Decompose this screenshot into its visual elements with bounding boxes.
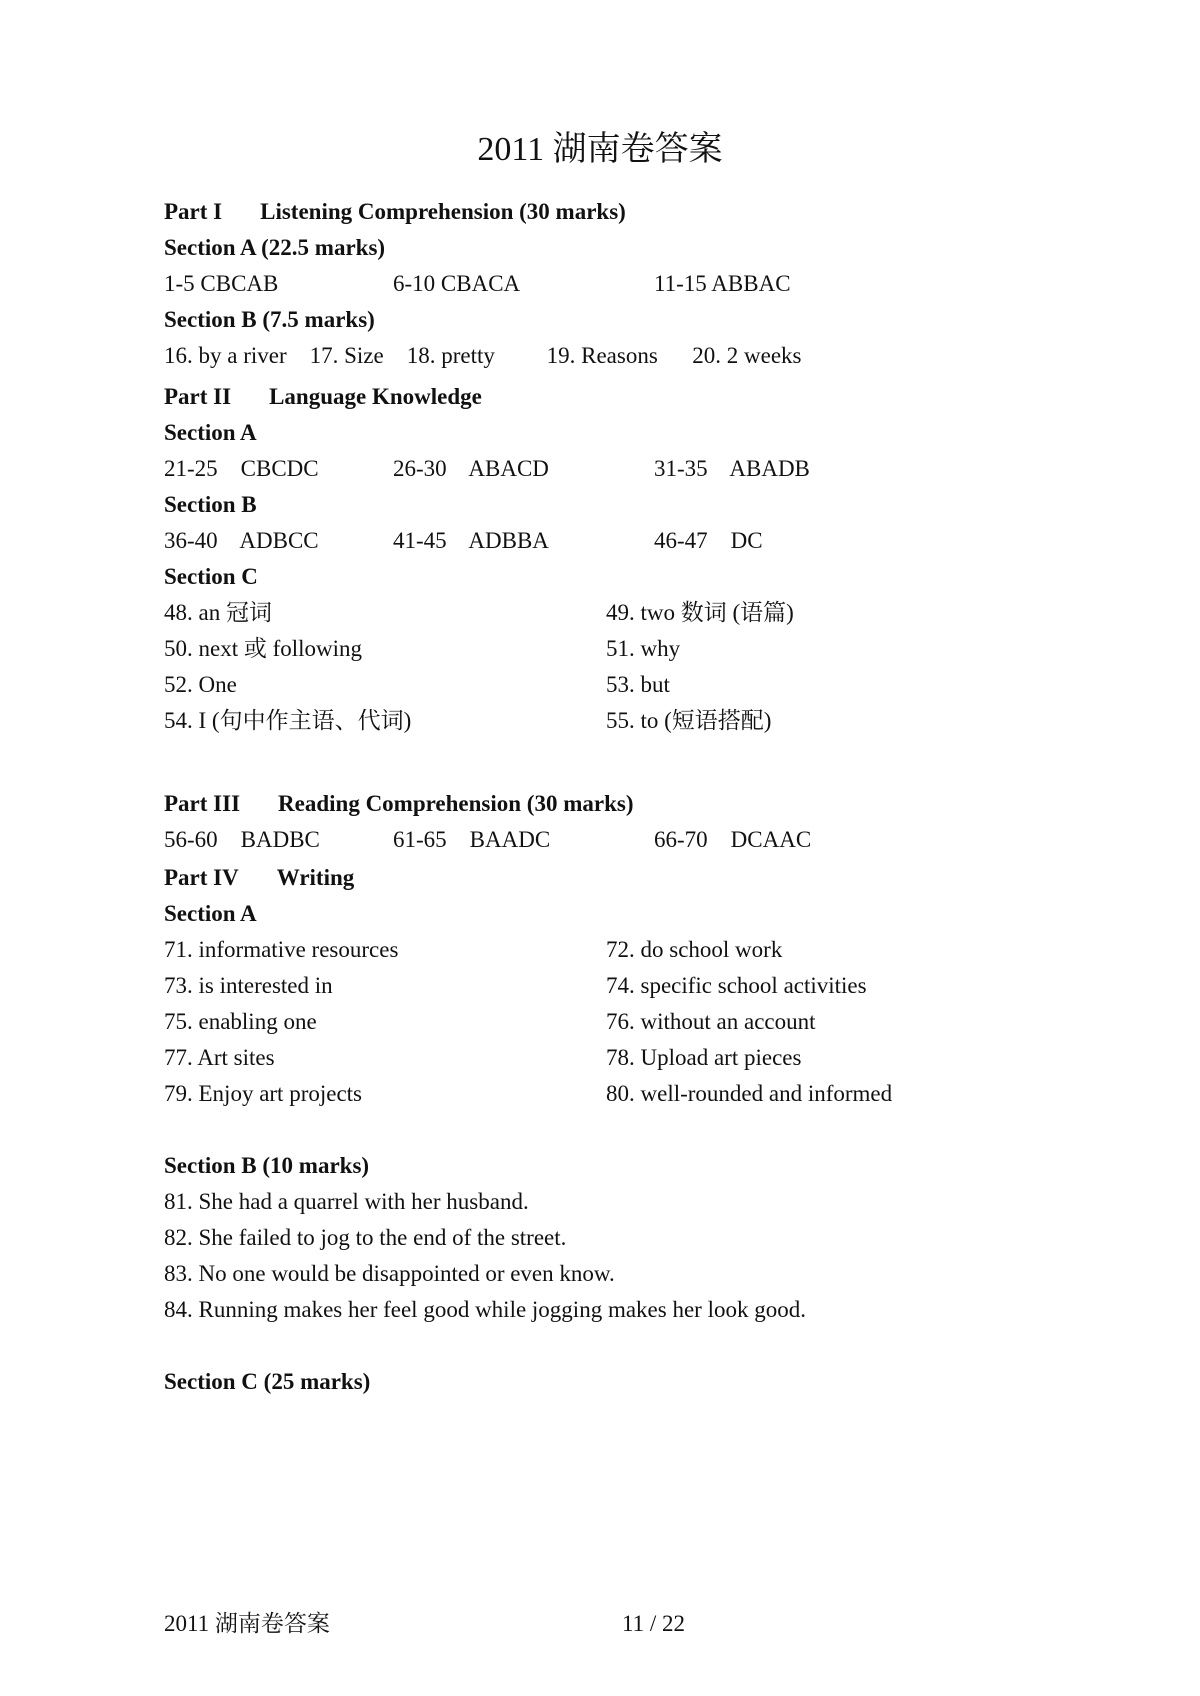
answer-row bbox=[164, 671, 1064, 699]
part2 bbox=[164, 383, 1064, 735]
part4-heading bbox=[164, 864, 1064, 892]
answer-item: 48. an 冠词 bbox=[164, 600, 272, 625]
part4-label: Part IV bbox=[164, 865, 239, 890]
part2-sectionA-answers bbox=[164, 455, 1064, 483]
answer-item: 78. Upload art pieces bbox=[606, 1045, 802, 1070]
part2-sectionC-heading: Section C bbox=[164, 564, 258, 589]
answer-group: 26-30 ABACD bbox=[393, 456, 549, 481]
answer-item: 50. next 或 following bbox=[164, 636, 363, 661]
answer-line: 81. She had a quarrel with her husband. bbox=[164, 1189, 529, 1214]
answer-item: 71. informative resources bbox=[164, 937, 399, 962]
answer-group: 41-45 ADBBA bbox=[393, 528, 549, 553]
answer-item: 55. to (短语搭配) bbox=[606, 708, 772, 733]
footer-page-number: 11 / 22 bbox=[622, 1611, 686, 1636]
part1-title: Listening Comprehension (30 marks) bbox=[260, 199, 626, 224]
part4-sectionC-heading: Section C (25 marks) bbox=[164, 1369, 371, 1394]
answer-row bbox=[164, 972, 1064, 1000]
answer-group: 1-5 CBCAB bbox=[164, 271, 279, 296]
part1-sectionA-heading: Section A (22.5 marks) bbox=[164, 235, 386, 260]
answer-row bbox=[164, 936, 1064, 964]
answer-item: 79. Enjoy art projects bbox=[164, 1081, 363, 1106]
answer-item: 53. but bbox=[606, 672, 670, 697]
answer-group: 66-70 DCAAC bbox=[654, 827, 812, 852]
answer-group: 21-25 CBCDC bbox=[164, 456, 319, 481]
answer-item: 75. enabling one bbox=[164, 1009, 317, 1034]
answer-item: 49. two 数词 (语篇) bbox=[606, 600, 794, 625]
answer-item: 80. well-rounded and informed bbox=[606, 1081, 893, 1106]
part4-sectionA-heading: Section A bbox=[164, 901, 257, 926]
answer-group: 31-35 ABADB bbox=[654, 456, 810, 481]
answer-item: 51. why bbox=[606, 636, 681, 661]
answer-line: 84. Running makes her feel good while jogging makes her look good. bbox=[164, 1297, 806, 1322]
answer-group: 46-47 DC bbox=[654, 528, 763, 553]
answer-line: 83. No one would be disappointed or even know. bbox=[164, 1261, 615, 1286]
answer-item: 77. Art sites bbox=[164, 1045, 275, 1070]
answer-row bbox=[164, 707, 1064, 735]
footer-doc-title: 2011 湖南卷答案 bbox=[164, 1611, 330, 1636]
part4-title: Writing bbox=[276, 865, 355, 890]
answer-line: 82. She failed to jog to the end of the street. bbox=[164, 1225, 567, 1250]
part2-sectionB-heading: Section B bbox=[164, 492, 257, 517]
part1-sectionB-heading: Section B (7.5 marks) bbox=[164, 307, 375, 332]
part4-sectionB-heading: Section B (10 marks) bbox=[164, 1153, 370, 1178]
answer-item: 54. I (句中作主语、代词) bbox=[164, 708, 412, 733]
part3-heading bbox=[164, 790, 1064, 818]
part4 bbox=[164, 864, 1064, 1396]
part2-label: Part II bbox=[164, 384, 232, 409]
answer-item: 76. without an account bbox=[606, 1009, 816, 1034]
part2-sectionB-answers bbox=[164, 527, 1064, 555]
part2-sectionA-heading: Section A bbox=[164, 420, 257, 445]
answer-row bbox=[164, 599, 1064, 627]
answer-row bbox=[164, 635, 1064, 663]
answer-group: 36-40 ADBCC bbox=[164, 528, 319, 553]
part2-title: Language Knowledge bbox=[269, 384, 482, 409]
page-title: 2011 湖南卷答案 bbox=[477, 131, 723, 168]
part3-answers bbox=[164, 826, 1064, 854]
part1-heading bbox=[164, 198, 1064, 226]
part3-label: Part III bbox=[164, 791, 241, 816]
answer-item: 73. is interested in bbox=[164, 973, 333, 998]
answer-group: 61-65 BAADC bbox=[393, 827, 551, 852]
part3-title: Reading Comprehension (30 marks) bbox=[278, 791, 634, 816]
answer-row bbox=[164, 1008, 1064, 1036]
answer-group: 11-15 ABBAC bbox=[654, 271, 791, 296]
answer-row bbox=[164, 1080, 1064, 1108]
part1-label: Part I bbox=[164, 199, 223, 224]
answer-item: 52. One bbox=[164, 672, 237, 697]
answer-item: 72. do school work bbox=[606, 937, 783, 962]
answer-group: 56-60 BADBC bbox=[164, 827, 320, 852]
part1-sectionB-answers: 16. by a river 17. Size 18. pretty 19. Reasons 20. 2 weeks bbox=[164, 343, 802, 368]
part1 bbox=[164, 198, 1064, 370]
answer-row bbox=[164, 1044, 1064, 1072]
answer-group: 6-10 CBACA bbox=[393, 271, 521, 296]
part2-heading bbox=[164, 383, 1064, 411]
answer-item: 74. specific school activities bbox=[606, 973, 867, 998]
part3 bbox=[164, 790, 1064, 854]
part1-sectionA-answers bbox=[164, 270, 1064, 298]
